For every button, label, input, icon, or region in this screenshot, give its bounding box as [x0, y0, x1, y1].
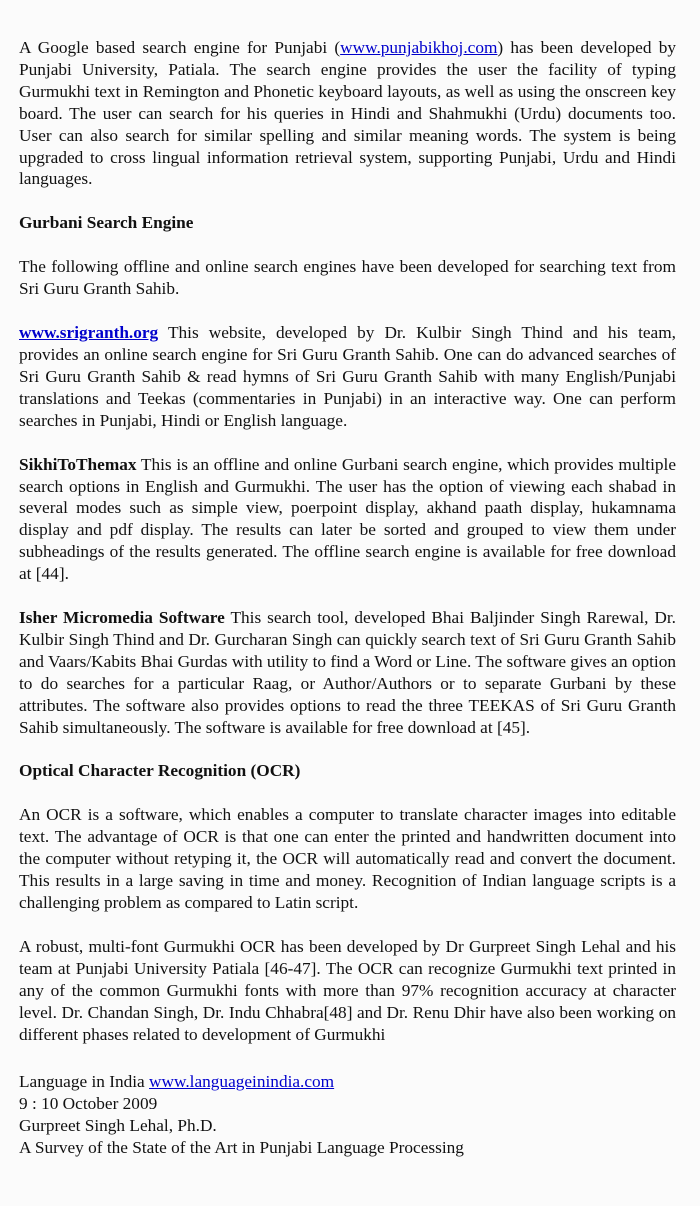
srigranth-link[interactable]: www.srigranth.org [19, 323, 159, 343]
gurbani-intro-paragraph: The following offline and online search engines have been developed for searching text from Sri Guru Granth Sahib. [19, 257, 676, 299]
languageinindia-link[interactable]: www.languageinindia.com [149, 1072, 335, 1091]
ocr-heading: Optical Character Recognition (OCR) [19, 761, 301, 781]
sikhitothemax-paragraph [19, 454, 676, 585]
page-footer [19, 1071, 464, 1159]
srigranth-paragraph [19, 322, 676, 432]
footer-title: A Survey of the State of the Art in Punjabi Language Processing [19, 1137, 464, 1157]
intro-text-start: A Google based search engine for Punjabi ( [19, 38, 341, 57]
isher-text: This search tool, developed Bhai Baljinder Singh Rarewal, Dr. Kulbir Singh Thind and Dr. Gurcharan Singh can quickly search text of Sri Guru Granth Sahib and Vaars/Kabits Bhai Gurdas with utility to find a Word or Line. The software gives an option to do searches for a particular Raag, or Author/Authors or to separate Gurbani by these attributes. The software also provides options to read the three TEEKAS of Sri Guru Granth Sahib simultaneously. The software is available for free download at [45]. [19, 608, 676, 737]
footer-journal-line [19, 1071, 464, 1093]
footer-issue: 9 : 10 October 2009 [19, 1093, 158, 1113]
ocr-paragraph-2: A robust, multi-font Gurmukhi OCR has been developed by Dr Gurpreet Singh Lehal and his team at Punjabi University Patiala [46-47]. The OCR can recognize Gurmukhi text printed in any of the common Gurmukhi fonts with more than 97% recognition accuracy at character level. Dr. Chandan Singh, Dr. Indu Chhabra[48] and Dr. Renu Dhir have also been working on different phases related to development of Gurmukhi [19, 936, 676, 1044]
isher-name: Isher Micromedia Software [19, 608, 225, 628]
sikhitothemax-text: This is an offline and online Gurbani search engine, which provides multiple search options in English and Gurmukhi. The user has the option of viewing each shabad in several modes such as simple view, poerpoint display, akhand paath display, hukamnama display and pdf display. The results can later be sorted and grouped to view them under subheadings of the results generated. The offline search engine is available for free download at [44]. [19, 454, 676, 584]
footer-author: Gurpreet Singh Lehal, Ph.D. [19, 1115, 217, 1135]
srigranth-text: This website, developed by Dr. Kulbir Singh Thind and his team, provides an online search engine for Sri Guru Granth Sahib. One can do advanced searches of Sri Guru Granth Sahib & read hymns of Sri Guru Granth Sahib with many English/Punjabi translations and Teekas (commentaries in Punjabi) in an interactive way. One can perform searches in Punjabi, Hindi or English language. [19, 323, 676, 430]
sikhitothemax-name: SikhiToThemax [19, 454, 137, 474]
footer-journal-prefix: Language in India [19, 1072, 150, 1091]
isher-paragraph [19, 607, 676, 738]
punjabikhoj-link[interactable]: www.punjabikhoj.com [340, 38, 498, 57]
intro-paragraph [19, 37, 676, 190]
gurbani-heading: Gurbani Search Engine [19, 213, 194, 233]
intro-text-end: ) has been developed by Punjabi University, Patiala. The search engine provides the user the facility of typing Gurmukhi text in Remington and Phonetic keyboard layouts, as well as using the onscreen key board. The user can search for his queries in Hindi and Shahmukhi (Urdu) documents too. User can also search for similar spelling and similar meaning words. The system is being upgraded to cross lingual information retrieval system, supporting Punjabi, Urdu and Hindi languages. [19, 38, 676, 189]
ocr-paragraph-1: An OCR is a software, which enables a computer to translate character images into editable text. The advantage of OCR is that one can enter the printed and handwritten document into the computer without retyping it, the OCR will automatically read and convert the document. This results in a large saving in time and money. Recognition of Indian language scripts is a challenging problem as compared to Latin script. [19, 805, 676, 912]
